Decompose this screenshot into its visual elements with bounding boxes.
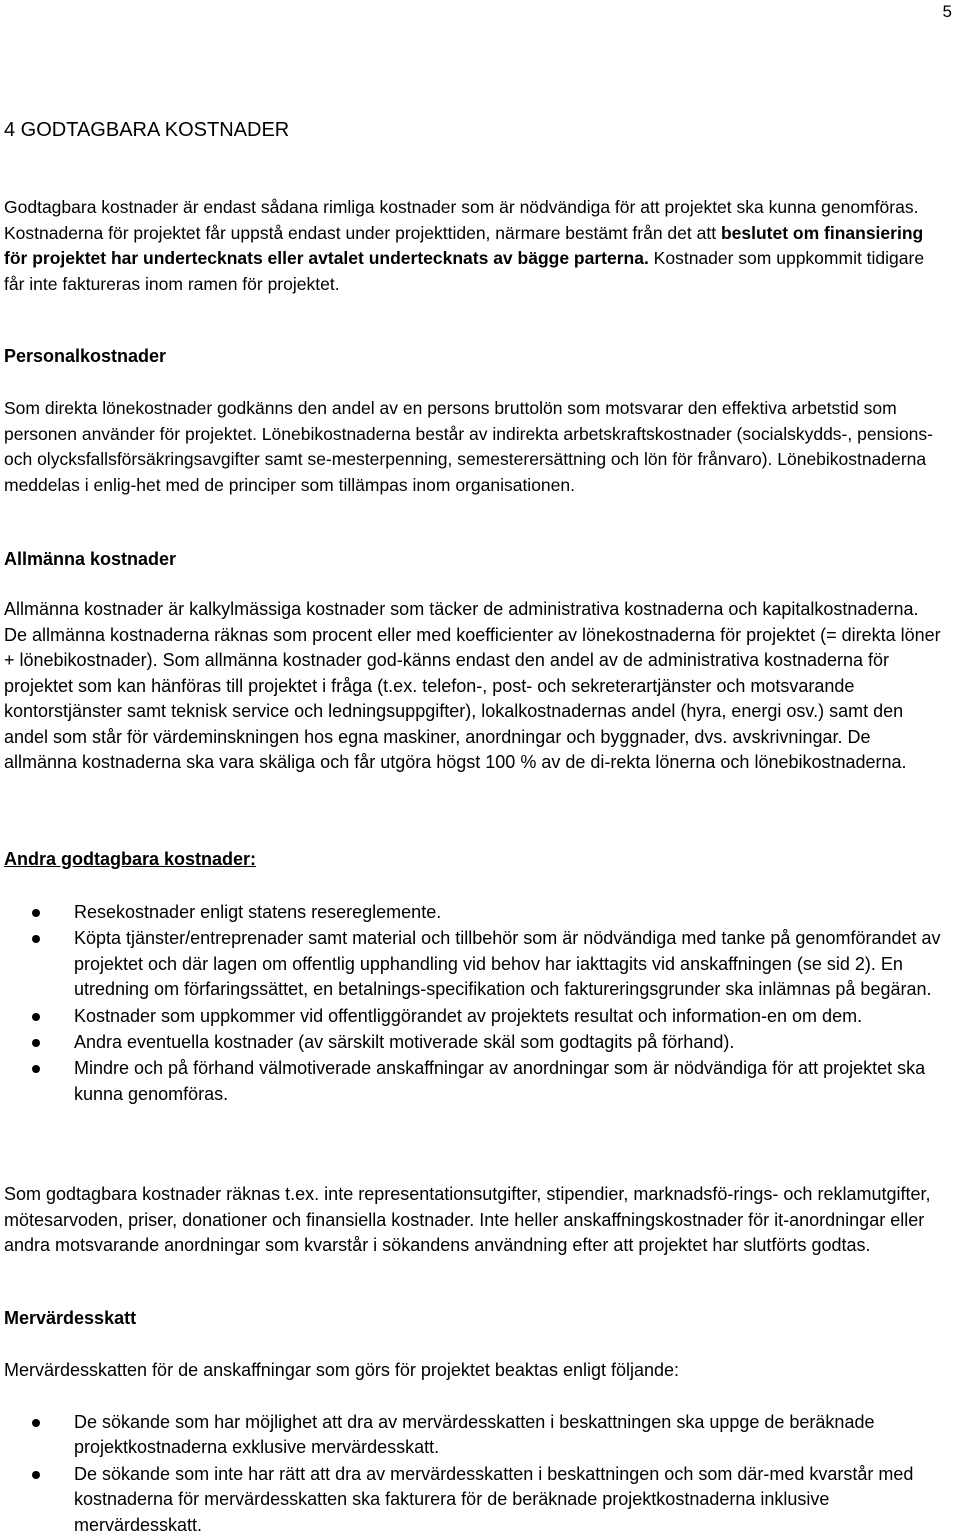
bullet-icon (32, 1419, 40, 1427)
personal-heading: Personalkostnader (4, 346, 167, 366)
andra-list (0, 900, 946, 1107)
list-item-text: De sökande som inte har rätt att dra av mervärdesskatten i beskattningen och som där-med kvarstår med kostnaderna för mervärdesskatten ska fakturera för de beräknade projektkostnaderna inklusive mervärdesskatt. (74, 1463, 914, 1535)
list-item-text: Kostnader som uppkommer vid offentliggörandet av projektets resultat och information-en om dem. (74, 1005, 863, 1026)
list-item-text: Andra eventuella kostnader (av särskilt motiverade skäl som godtagits på förhand). (74, 1032, 735, 1053)
moms-list (0, 1410, 946, 1538)
list-item (0, 1462, 946, 1538)
list-item-text: Köpta tjänster/entreprenader samt material och tillbehör som är nödvändiga med tanke på genomförandet av projektet och där lagen om offentlig upphandling vid behov har iakttagits vid anskaffningen (se sid 2). En utredning om förfaringssättet, en betalnings-specifikation och faktureringsgrunder ska inlämnas på begäran. (74, 928, 941, 1000)
moms-paragraph: Mervärdesskatten för de anskaffningar som görs för projektet beaktas enligt följande: (4, 1360, 680, 1380)
intro-text-2: Kostnader som uppkommit tidigare får inte faktureras inom ramen för projektet. (4, 248, 925, 294)
list-item-text: Mindre och på förhand välmotiverade anskaffningar av anordningar som är nödvändiga för att projektet ska kunna genomföras. (74, 1058, 926, 1104)
list-item (0, 926, 946, 1002)
non-eligible-paragraph: Som godtagbara kostnader räknas t.ex. inte representationsutgifter, stipendier, marknadsfö-rings- och reklamutgifter, mötesarvoden, priser, donationer och finansiella kostnader. Inte heller anskaffningskostnader för it-anordningar eller andra motsvarande anordningar som kvarstår i sökandens användning efter att projektet har slutförts godtas. (4, 1184, 931, 1255)
personal-paragraph: Som direkta lönekostnader godkänns den andel av en persons bruttolön som motsvarar den effektiva arbetstid som personen använder för projektet. Lönebikostnaderna består av indirekta arbetskraftskostnader (socialskydds-, pensions- och olycksfallsförsäkringsavgifter samt se-mesterpenning, semesterersättning och lön för frånvaro). Lönebikostnaderna meddelas i enlig-het med de principer som tillämpas inom organisationen. (4, 398, 933, 495)
intro-bold-text: beslutet om finansiering för projektet har undertecknats eller avtalet undertecknats av bägge parterna. (4, 222, 924, 268)
moms-heading: Mervärdesskatt (4, 1308, 137, 1328)
andra-heading: Andra godtagbara kostnader: (4, 849, 257, 869)
list-item (0, 1056, 946, 1107)
bullet-icon (32, 935, 40, 943)
list-item-text: Resekostnader enligt statens resereglemente. (74, 902, 442, 922)
allmanna-paragraph: Allmänna kostnader är kalkylmässiga kostnader som täcker de administrativa kostnaderna och kapitalkostnaderna. De allmänna kostnaderna räknas som procent eller med koefficienter av lönekostnaderna för projektet (= direkta löner + lönebikostnader). Som allmänna kostnader god-känns endast den andel av de administrativa kostnaderna för projektet som kan hänföras till projektet i fråga (t.ex. telefon-, post- och sekreterartjänster och motsvarande kontorstjänster samt teknisk service och ledningsuppgifter), lokalkostnadernas andel (hyra, energi osv.) samt den andel som står för värdeminskningen hos egna maskiner, anordningar och byggnader, dvs. avskrivningar. De allmänna kostnaderna ska vara skäliga och får utgöra högst 100 % av de di-rekta lönerna och lönebikostnaderna. (4, 599, 941, 772)
bullet-icon (32, 909, 40, 917)
allmanna-heading: Allmänna kostnader (4, 549, 177, 569)
bullet-icon (32, 1065, 40, 1073)
list-item (0, 1410, 946, 1461)
bullet-icon (32, 1471, 40, 1479)
intro-text-1: Godtagbara kostnader är endast sådana rimliga kostnader som är nödvändiga för att projektet ska kunna genomföras. Kostnaderna för projektet får uppstå endast under projekttiden, närmare bestämt från det att (4, 197, 919, 243)
page-number: 5 (942, 2, 952, 21)
list-item-text: De sökande som har möjlighet att dra av mervärdesskatten i beskattningen ska uppge de beräknade projektkostnaderna exklusive mervärdesskatt. (74, 1412, 875, 1458)
list-item (0, 1030, 946, 1055)
list-item (0, 1004, 946, 1029)
bullet-icon (32, 1013, 40, 1021)
bullet-icon (32, 1039, 40, 1047)
list-item (0, 900, 946, 925)
section-title: 4 GODTAGBARA KOSTNADER (4, 119, 290, 141)
intro-paragraph (4, 195, 946, 297)
